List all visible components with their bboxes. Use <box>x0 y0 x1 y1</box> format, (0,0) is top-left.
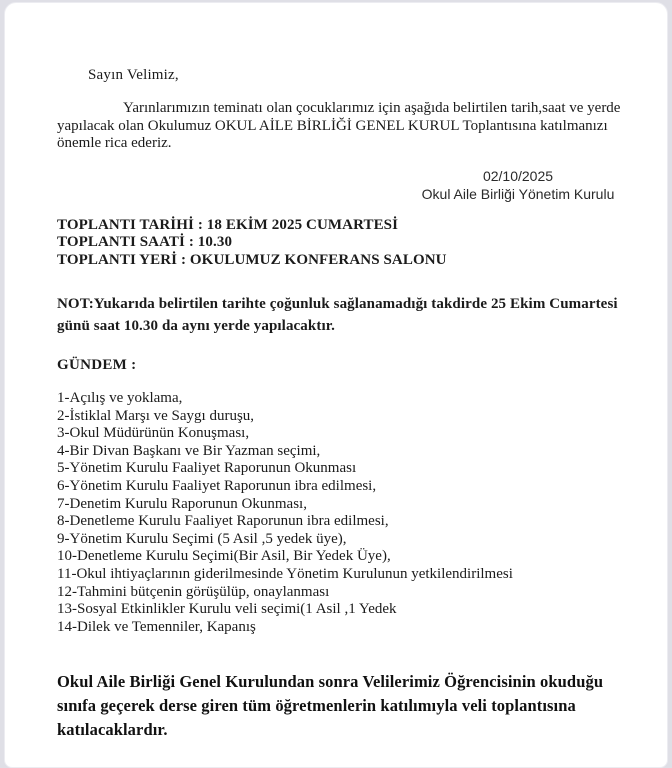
meeting-time-row <box>57 234 631 252</box>
agenda-title: GÜNDEM : <box>57 357 137 373</box>
meeting-date-row <box>57 217 631 235</box>
agenda-list <box>57 390 631 636</box>
meeting-time-label: TOPLANTI SAATİ <box>57 234 185 250</box>
letter-content <box>57 67 631 742</box>
agenda-item: 13-Sosyal Etkinlikler Kurulu veli seçimi(1 Asil ,1 Yedek <box>57 601 397 618</box>
agenda-item: 2-İstiklal Marşı ve Saygı duruşu, <box>57 407 255 424</box>
agenda-item: 7-Denetim Kurulu Raporunun Okunması, <box>57 495 307 512</box>
agenda-item: 10-Denetleme Kurulu Seçimi(Bir Asil, Bir Yedek Üye), <box>57 548 391 565</box>
agenda-item: 11-Okul ihtiyaçlarının giderilmesinde Yönetim Kurulunun yetkilendirilmesi <box>57 565 513 582</box>
agenda-item: 9-Yönetim Kurulu Seçimi (5 Asil ,5 yedek üye), <box>57 530 347 547</box>
agenda-item: 5-Yönetim Kurulu Faaliyet Raporunun Okunması <box>57 460 357 477</box>
meeting-details <box>57 217 631 270</box>
meeting-date-label: TOPLANTI TARİHİ <box>57 216 194 233</box>
closing-paragraph: Okul Aile Birliği Genel Kurulundan sonra Velilerimiz Öğrencisinin okuduğu sınıfa geçerek derse giren tüm öğretmenlerin katılımıyla veli toplantısına katılacaklardır. <box>57 672 604 740</box>
quorum-note: NOT:Yukarıda belirtilen tarihte çoğunluk sağlanamadığı takdirde 25 Ekim Cumartesi günü saat 10.30 da aynı yerde yapılacaktır. <box>57 296 618 334</box>
meeting-date-separator: : <box>197 216 203 233</box>
agenda-item: 6-Yönetim Kurulu Faaliyet Raporunun ibra edilmesi, <box>57 477 377 494</box>
document-page <box>4 2 668 768</box>
meeting-place-value: OKULUMUZ KONFERANS SALONU <box>189 251 447 268</box>
meeting-date-value: 18 EKİM 2025 CUMARTESİ <box>206 216 399 233</box>
date-signature-block <box>407 167 629 203</box>
agenda-item: 12-Tahmini bütçenin görüşülüp, onaylanması <box>57 583 330 600</box>
agenda-item: 4-Bir Divan Başkanı ve Bir Yazman seçimi, <box>57 442 321 459</box>
agenda-item: 14-Dilek ve Temenniler, Kapanış <box>57 618 256 635</box>
meeting-place-label: TOPLANTI YERİ <box>57 251 178 268</box>
meeting-time-separator: : <box>188 234 194 250</box>
agenda-item: 8-Denetleme Kurulu Faaliyet Raporunun ibra edilmesi, <box>57 513 389 530</box>
meeting-place-separator: : <box>180 251 187 268</box>
agenda-item: 1-Açılış ve yoklama, <box>57 390 183 406</box>
meeting-place-row <box>57 252 631 270</box>
agenda-item: 3-Okul Müdürünün Konuşması, <box>57 425 250 442</box>
salutation: Sayın Velimiz, <box>88 67 179 83</box>
signature-line: Okul Aile Birliği Yönetim Kurulu <box>421 185 615 202</box>
letter-date: 02/10/2025 <box>482 167 554 184</box>
meeting-time-value: 10.30 <box>197 234 233 250</box>
intro-paragraph: Yarınlarımızın teminatı olan çocuklarımız için aşağıda belirtilen tarih,saat ve yerde yapılacak olan Okulumuz OKUL AİLE BİRLİĞİ GENEL KURUL Toplantısına katılmanızı önemle rica ederiz. <box>57 100 621 151</box>
